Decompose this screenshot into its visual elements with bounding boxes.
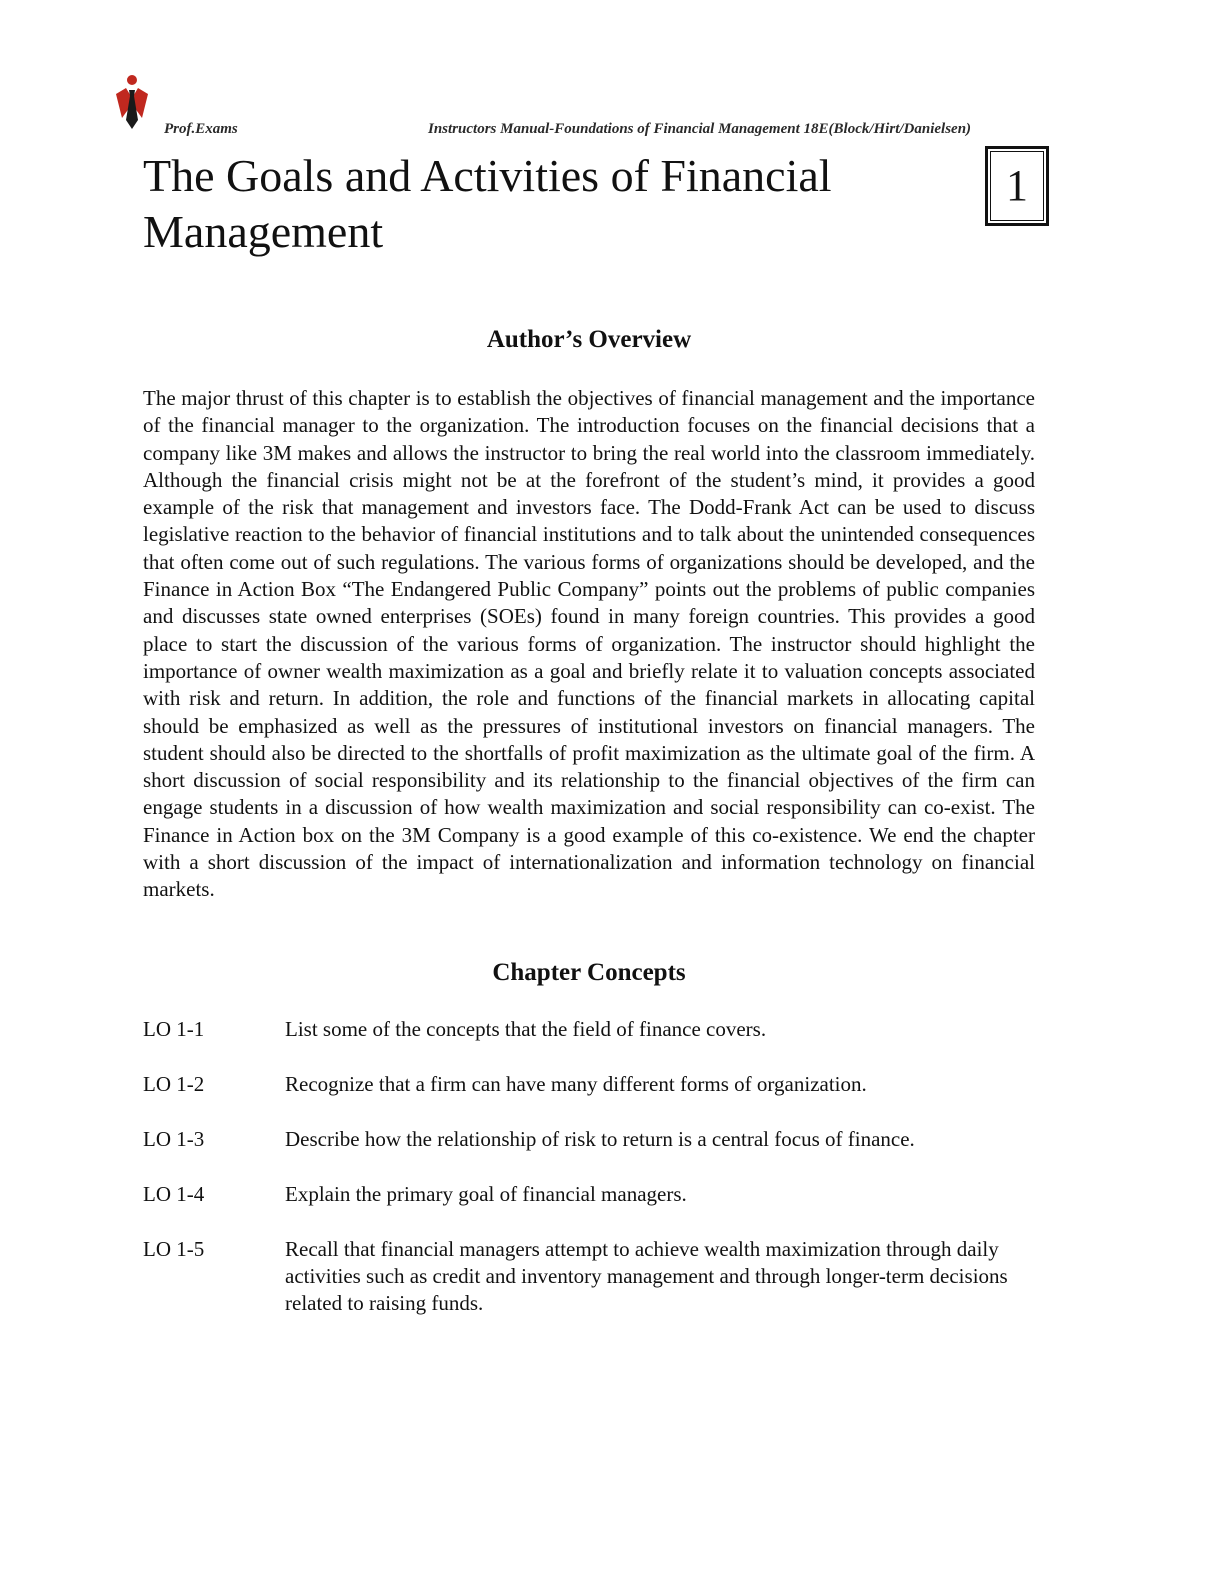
learning-objective-code: LO 1-5 bbox=[143, 1237, 205, 1261]
person-tie-logo-icon bbox=[112, 74, 152, 130]
learning-objective-code: LO 1-4 bbox=[143, 1182, 205, 1206]
header-manual-title: Instructors Manual-Foundations of Financial Management 18E(Block/Hirt/Danielsen) bbox=[428, 121, 972, 137]
learning-objective-text: Recognize that a firm can have many different forms of organization. bbox=[285, 1072, 867, 1096]
learning-objective-item bbox=[143, 1181, 1035, 1208]
learning-objective-code: LO 1-1 bbox=[143, 1017, 205, 1041]
learning-objective-item bbox=[143, 1236, 1035, 1317]
learning-objective-text: List some of the concepts that the field of finance covers. bbox=[285, 1017, 767, 1041]
learning-objective-item bbox=[143, 1071, 1035, 1098]
chapter-title: The Goals and Activities of Financial Management bbox=[143, 150, 832, 257]
chapter-number-box bbox=[985, 146, 1049, 226]
overview-heading: Author’s Overview bbox=[486, 326, 692, 353]
learning-objective-code: LO 1-3 bbox=[143, 1127, 205, 1151]
learning-objective-text: Recall that financial managers attempt to achieve wealth maximization through daily activities such as credit and inventory management and through longer-term decisions related to raising funds. bbox=[285, 1237, 1008, 1315]
header-publisher: Prof.Exams bbox=[164, 121, 238, 137]
learning-objective-text: Explain the primary goal of financial managers. bbox=[285, 1182, 687, 1206]
overview-paragraph: The major thrust of this chapter is to establish the objectives of financial management and the importance of the financial manager to the organization. The introduction focuses on the financial decisions that a company like 3M makes and allows the instructor to bring the real world into the classroom immediately. Although the financial crisis might not be at the forefront of the student’s mind, it provides a good example of the risk that management and investors face. The Dodd-Frank Act can be used to discuss legislative reaction to the behavior of financial institutions and to talk about the unintended consequences that often come out of such regulations. The various forms of organizations should be developed, and the Finance in Action Box “The Endangered Public Company” points out the problems of public companies and discusses state owned enterprises (SOEs) found in many foreign countries. This provides a good place to start the discussion of the various forms of organization. The instructor should highlight the importance of owner wealth maximization as a goal and briefly relate it to valuation concepts associated with risk and return. In addition, the role and functions of the financial markets in allocating capital should be emphasized as well as the pressures of institutional investors on financial managers. The student should also be directed to the shortfalls of profit maximization as the ultimate goal of the firm. A short discussion of social responsibility and its relationship to the financial objectives of the firm can engage students in a discussion of how wealth maximization and social responsibility can co-exist. The Finance in Action box on the 3M Company is a good example of this co-existence. We end the chapter with a short discussion of the impact of internationalization and information technology on financial markets. bbox=[143, 386, 1035, 902]
learning-objective-item bbox=[143, 1126, 1035, 1153]
learning-objective-code: LO 1-2 bbox=[143, 1072, 205, 1096]
learning-objective-item bbox=[143, 1016, 1035, 1043]
learning-objectives-list bbox=[143, 1016, 1035, 1345]
concepts-heading: Chapter Concepts bbox=[492, 959, 686, 986]
chapter-number: 1 bbox=[1006, 161, 1028, 210]
learning-objective-text: Describe how the relationship of risk to return is a central focus of finance. bbox=[285, 1127, 915, 1151]
